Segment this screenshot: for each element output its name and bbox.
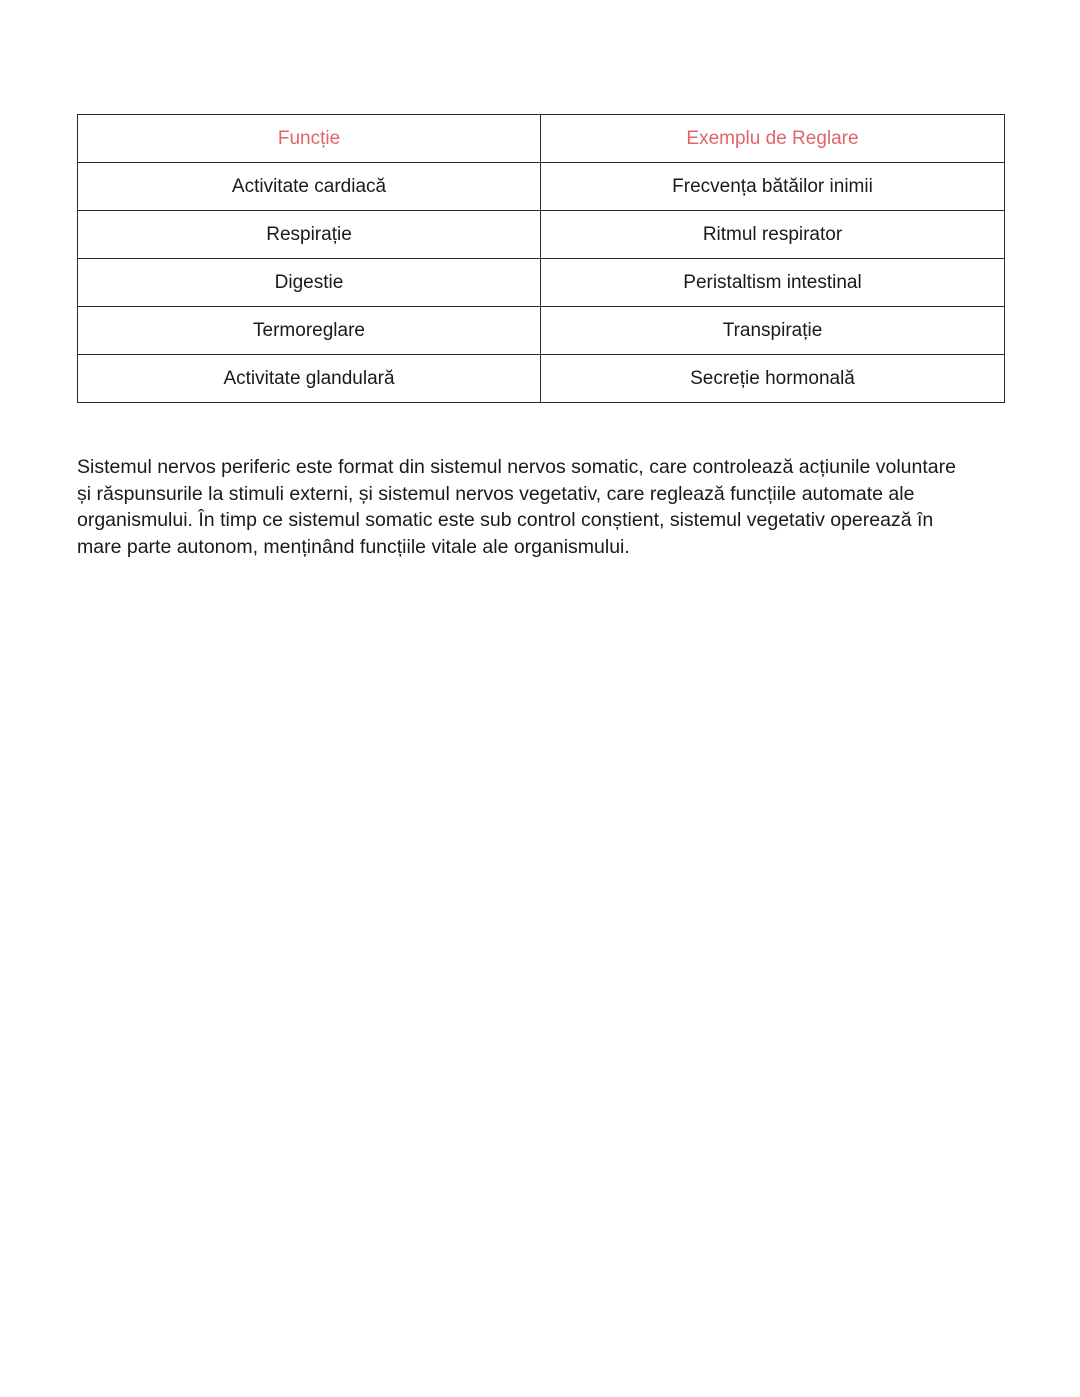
table-cell-function: Respirație [78,211,541,259]
table-cell-example: Secreție hormonală [541,355,1005,403]
table-header-row [78,115,1005,163]
paragraph-line: și răspunsurile la stimuli externi, și sistemul nervos vegetativ, care reglează funcțiile automate ale [77,482,915,505]
regulation-table [77,114,1005,403]
table-cell-function: Termoreglare [78,307,541,355]
paragraph-line: organismului. În timp ce sistemul somatic este sub control conștient, sistemul vegetativ operează în [77,509,934,531]
table-cell-example: Transpirație [541,307,1005,355]
table-row [78,163,1005,211]
paragraph-line: Sistemul nervos periferic este format din sistemul nervos somatic, care controlează acțiunile voluntare [77,456,956,478]
table-cell-function: Digestie [78,259,541,307]
header-regulation-example: Exemplu de Reglare [541,115,1005,163]
body-paragraph [77,454,1007,560]
header-function: Funcție [78,115,541,163]
table-cell-function: Activitate glandulară [78,355,541,403]
paragraph-line: mare parte autonom, menținând funcțiile vitale ale organismului. [77,535,630,558]
table-row [78,259,1005,307]
table-row [78,307,1005,355]
table-row [78,355,1005,403]
table-cell-example: Ritmul respirator [541,211,1005,259]
table-cell-function: Activitate cardiacă [78,163,541,211]
table-cell-example: Peristaltism intestinal [541,259,1005,307]
table-cell-example: Frecvența bătăilor inimii [541,163,1005,211]
table-row [78,211,1005,259]
